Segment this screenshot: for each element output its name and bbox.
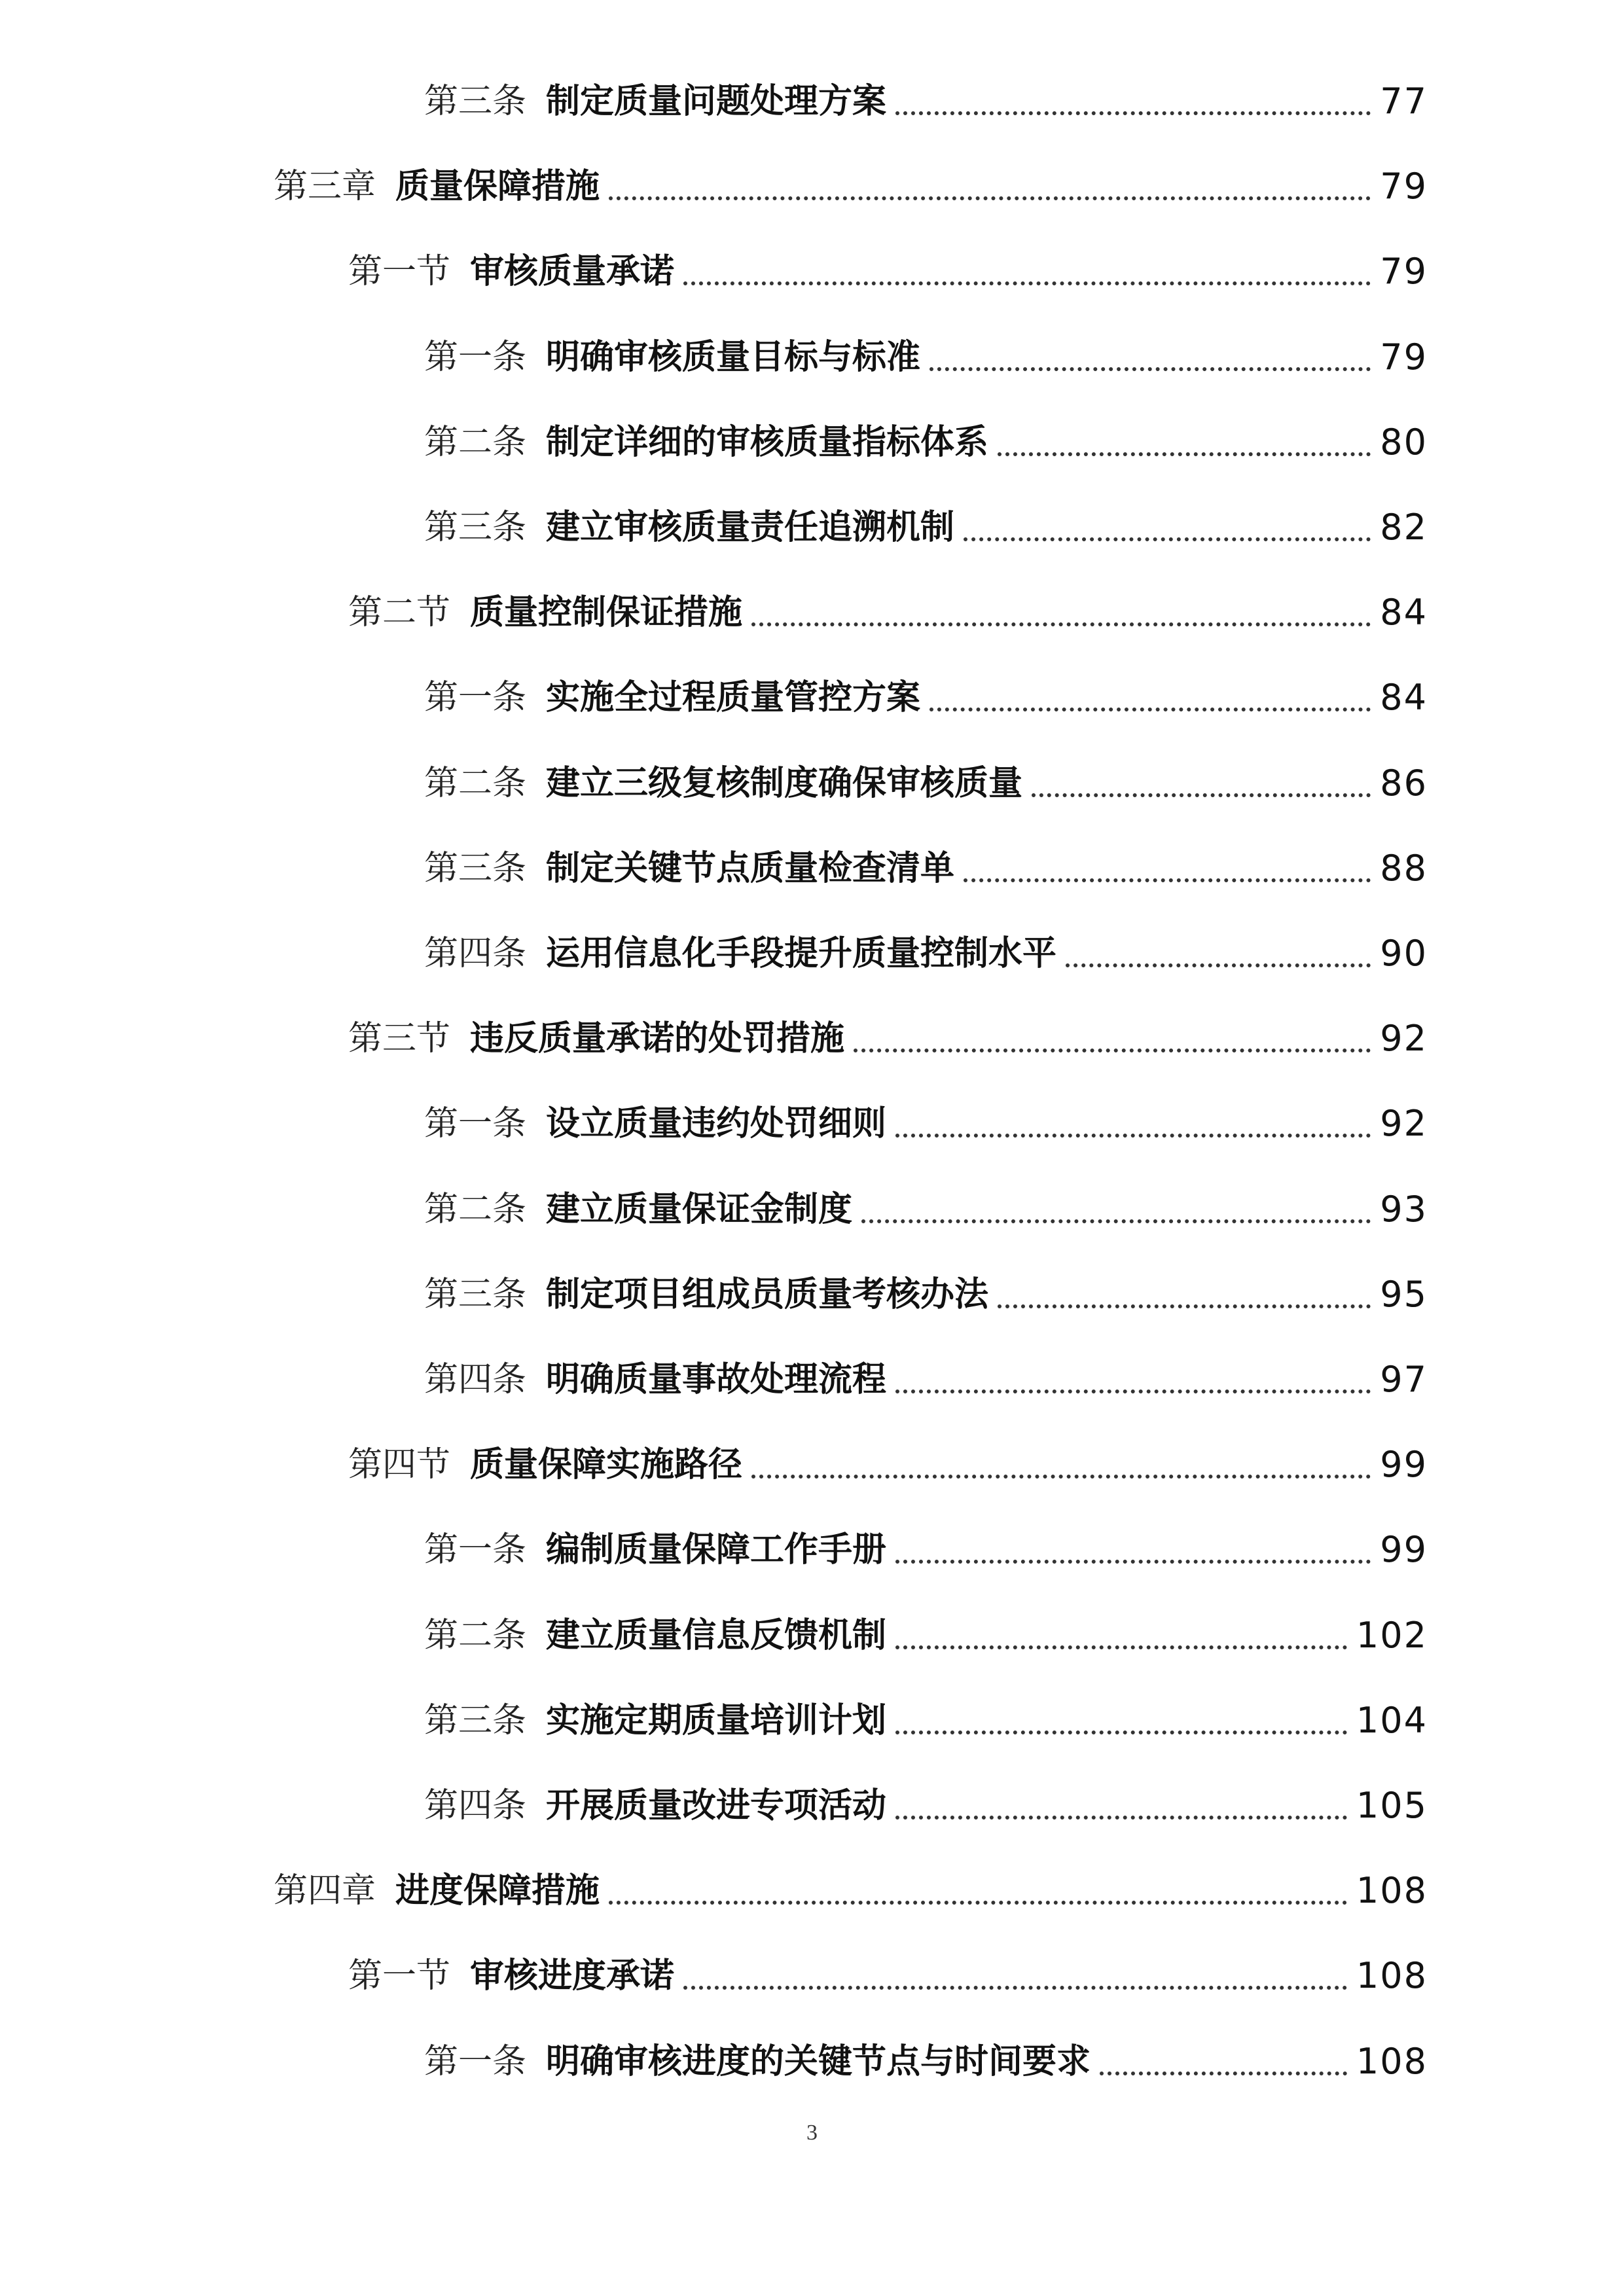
toc-entry-title: 明确审核进度的关键节点与时间要求 <box>546 2041 1091 2081</box>
toc-entry-page: 79 <box>1380 336 1428 378</box>
toc-dot-leader <box>895 1816 1347 1820</box>
toc-dot-leader <box>998 452 1371 456</box>
toc-entry-title: 明确质量事故处理流程 <box>546 1360 887 1399</box>
toc-entry-article[interactable] <box>424 924 1428 977</box>
toc-entry-page: 84 <box>1380 677 1428 719</box>
toc-dot-leader <box>895 1134 1371 1138</box>
toc-entry-number: 第一条 <box>424 1530 527 1570</box>
toc-entry-title: 违反质量承诺的处罚措施 <box>470 1019 845 1059</box>
toc-entry-title: 编制质量保障工作手册 <box>546 1530 887 1570</box>
toc-entry-section[interactable] <box>348 242 1428 295</box>
toc-entry-page: 104 <box>1356 1699 1428 1741</box>
toc-entry-number: 第三节 <box>348 1019 451 1059</box>
toc-dot-leader <box>929 367 1371 371</box>
toc-entry-article[interactable] <box>424 1520 1428 1573</box>
toc-dot-leader <box>895 111 1371 115</box>
toc-entry-number: 第一节 <box>348 1956 451 1996</box>
toc-entry-article[interactable] <box>424 2032 1428 2085</box>
toc-entry-title: 实施全过程质量管控方案 <box>546 678 921 718</box>
toc-entry-number: 第一节 <box>348 252 451 292</box>
toc-entry-section[interactable] <box>348 583 1428 636</box>
toc-entry-title: 开展质量改进专项活动 <box>546 1786 887 1825</box>
toc-entry-article[interactable] <box>424 328 1428 380</box>
toc-entry-title: 明确审核质量目标与标准 <box>546 337 921 377</box>
toc-dot-leader <box>854 1049 1371 1052</box>
toc-entry-number: 第四章 <box>274 1871 376 1911</box>
toc-entry-section[interactable] <box>348 1009 1428 1062</box>
toc-dot-leader <box>895 1560 1371 1564</box>
toc-dot-leader <box>683 1986 1347 1990</box>
toc-entry-article[interactable] <box>424 668 1428 721</box>
toc-dot-leader <box>895 1645 1347 1649</box>
toc-dot-leader <box>1100 2072 1347 2075</box>
toc-entry-number: 第四条 <box>424 1360 527 1399</box>
toc-entry-number: 第二条 <box>424 763 527 803</box>
toc-entry-number: 第二条 <box>424 1615 527 1655</box>
toc-dot-leader <box>751 1475 1371 1479</box>
toc-entry-article[interactable] <box>424 839 1428 891</box>
toc-entry-page: 92 <box>1380 1103 1428 1145</box>
toc-entry-title: 审核质量承诺 <box>470 252 675 292</box>
toc-entry-number: 第四条 <box>424 1786 527 1825</box>
toc-entry-article[interactable] <box>424 1776 1428 1829</box>
toc-entry-number: 第一条 <box>424 2041 527 2081</box>
toc-entry-page: 79 <box>1380 166 1428 207</box>
toc-entry-number: 第三条 <box>424 1700 527 1740</box>
toc-entry-number: 第一条 <box>424 678 527 718</box>
toc-entry-page: 80 <box>1380 421 1428 463</box>
toc-entry-page: 99 <box>1380 1444 1428 1486</box>
toc-entry-title: 建立质量保证金制度 <box>546 1189 853 1229</box>
toc-entry-title: 设立质量违约处罚细则 <box>546 1104 887 1144</box>
toc-entry-article[interactable] <box>424 413 1428 465</box>
toc-entry-page: 84 <box>1380 592 1428 634</box>
toc-entry-title: 审核进度承诺 <box>470 1956 675 1996</box>
toc-entry-article[interactable] <box>424 1691 1428 1744</box>
toc-dot-leader <box>609 196 1371 200</box>
toc-dot-leader <box>964 878 1371 882</box>
toc-dot-leader <box>929 708 1371 711</box>
toc-entry-title: 运用信息化手段提升质量控制水平 <box>546 934 1057 973</box>
toc-dot-leader <box>895 1731 1347 1734</box>
toc-entry-page: 90 <box>1380 933 1428 974</box>
toc-entry-title: 建立审核质量责任追溯机制 <box>546 508 955 547</box>
toc-entry-page: 108 <box>1356 1870 1428 1912</box>
toc-entry-page: 95 <box>1380 1273 1428 1315</box>
toc-entry-title: 质量保障措施 <box>395 167 600 207</box>
toc-entry-article[interactable] <box>424 72 1428 124</box>
toc-entry-chapter[interactable] <box>274 1861 1428 1914</box>
toc-entry-chapter[interactable] <box>274 157 1428 209</box>
toc-entry-article[interactable] <box>424 1180 1428 1232</box>
toc-dot-leader <box>683 281 1371 285</box>
toc-entry-article[interactable] <box>424 1350 1428 1403</box>
toc-entry-number: 第三条 <box>424 1274 527 1314</box>
toc-entry-section[interactable] <box>348 1946 1428 1999</box>
toc-dot-leader <box>998 1304 1371 1308</box>
toc-entry-number: 第四条 <box>424 934 527 973</box>
toc-entry-number: 第二条 <box>424 1189 527 1229</box>
toc-entry-page: 82 <box>1380 507 1428 548</box>
toc-entry-article[interactable] <box>424 1606 1428 1659</box>
toc-entry-number: 第一条 <box>424 1104 527 1144</box>
toc-entry-article[interactable] <box>424 754 1428 806</box>
page-number: 3 <box>806 2121 818 2145</box>
toc-entry-page: 79 <box>1380 251 1428 293</box>
toc-entry-number: 第二节 <box>348 593 451 633</box>
toc-entry-page: 108 <box>1356 1955 1428 1997</box>
toc-entry-page: 77 <box>1380 81 1428 122</box>
toc-entry-page: 93 <box>1380 1188 1428 1230</box>
toc-entry-section[interactable] <box>348 1435 1428 1488</box>
toc-entry-title: 实施定期质量培训计划 <box>546 1700 887 1740</box>
toc-dot-leader <box>895 1390 1371 1393</box>
toc-entry-page: 108 <box>1356 2040 1428 2082</box>
toc-entry-page: 99 <box>1380 1529 1428 1571</box>
toc-entry-title: 制定质量问题处理方案 <box>546 82 887 121</box>
toc-entry-title: 制定关键节点质量检查清单 <box>546 848 955 888</box>
toc-entry-title: 建立质量信息反馈机制 <box>546 1615 887 1655</box>
toc-entry-article[interactable] <box>424 498 1428 550</box>
toc-entry-title: 质量控制保证措施 <box>470 593 743 633</box>
toc-entry-title: 制定详细的审核质量指标体系 <box>546 422 989 462</box>
toc-entry-page: 102 <box>1356 1614 1428 1656</box>
toc-entry-page: 105 <box>1356 1785 1428 1826</box>
toc-entry-page: 86 <box>1380 762 1428 804</box>
toc-dot-leader <box>751 622 1371 626</box>
toc-entry-number: 第一条 <box>424 337 527 377</box>
toc-entry-title: 制定项目组成员质量考核办法 <box>546 1274 989 1314</box>
toc-entry-title: 进度保障措施 <box>395 1871 600 1911</box>
toc-entry-number: 第三条 <box>424 82 527 121</box>
toc-entry-number: 第四节 <box>348 1445 451 1485</box>
toc-entry-number: 第二条 <box>424 422 527 462</box>
toc-entry-article[interactable] <box>424 1094 1428 1147</box>
toc-entry-page: 92 <box>1380 1018 1428 1060</box>
toc-entry-number: 第三条 <box>424 508 527 547</box>
toc-dot-leader <box>964 537 1371 541</box>
toc-entry-page: 88 <box>1380 847 1428 889</box>
toc-entry-number: 第三章 <box>274 167 376 207</box>
toc-entry-page: 97 <box>1380 1359 1428 1400</box>
toc-entry-title: 质量保障实施路径 <box>470 1445 743 1485</box>
toc-dot-leader <box>609 1901 1347 1905</box>
toc-dot-leader <box>1066 963 1371 967</box>
toc-entry-number: 第三条 <box>424 848 527 888</box>
toc-dot-leader <box>861 1219 1371 1223</box>
toc-dot-leader <box>1032 793 1371 797</box>
toc-entry-title: 建立三级复核制度确保审核质量 <box>546 763 1023 803</box>
toc-entry-article[interactable] <box>424 1265 1428 1318</box>
